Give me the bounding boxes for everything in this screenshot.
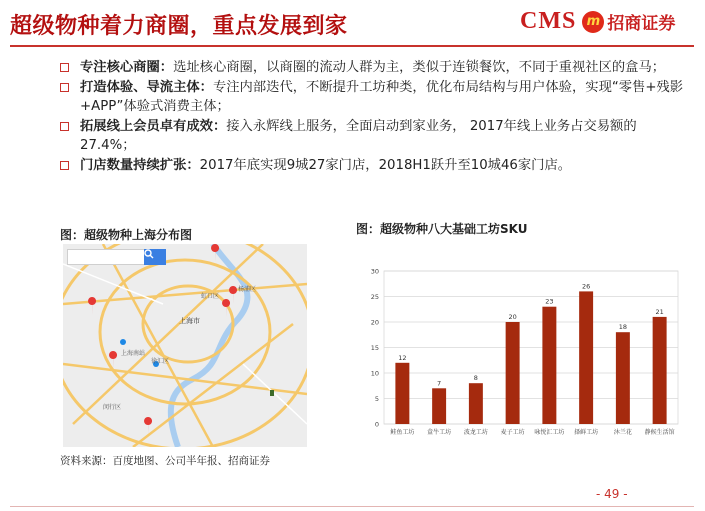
data-label: 21 <box>655 307 664 316</box>
logo-chinese-text: 招商证券 <box>607 14 676 34</box>
y-tick-label: 5 <box>374 395 379 403</box>
logo-latin-text: CMS <box>520 8 577 34</box>
map-caption: 图：超级物种上海分布图 <box>60 228 193 242</box>
road-line <box>63 264 163 304</box>
data-label: 18 <box>618 323 628 332</box>
x-tick-label: 择鲜工坊 <box>574 429 599 436</box>
bullet-item <box>60 117 692 156</box>
map-district-label: 上海南站 <box>121 350 146 357</box>
bar <box>395 363 409 424</box>
bullet-text: 专注内部迭代，不断提升工坊种类，优化布局结构与用户体验，实现“零售+残影+APP”体验式消费主体； <box>80 79 684 114</box>
bullet-item <box>60 78 692 117</box>
checkbox-bullet-icon <box>60 63 69 72</box>
data-label: 8 <box>473 374 478 383</box>
map-city-label: 上海市 <box>179 317 200 325</box>
checkbox-bullet-icon <box>60 161 69 170</box>
y-tick-label: 20 <box>370 318 379 327</box>
bullet-heading: 拓展线上会员卓有成效： <box>80 118 227 134</box>
bullet-text: 2017年底实现9城27家门店，2018H1跃升至10城46家门店。 <box>199 157 572 173</box>
x-tick-label: 沐兰花 <box>613 429 632 436</box>
bar <box>469 383 483 424</box>
x-tick-label: 麦子工坊 <box>500 429 525 436</box>
y-tick-label: 10 <box>370 369 379 378</box>
bullet-list <box>60 58 692 175</box>
checkbox-bullet-icon <box>60 122 69 131</box>
bar <box>653 317 667 424</box>
data-label: 26 <box>581 282 591 291</box>
metro-station-icon <box>120 339 126 345</box>
x-tick-label: 鲑鱼工坊 <box>390 429 415 436</box>
bar <box>616 332 630 424</box>
map-district-label: 虹口区 <box>201 293 220 300</box>
search-icon <box>144 249 154 259</box>
footer-divider <box>10 506 694 507</box>
bullet-text: 选址核心商圈，以商圈的流动人群为主，类似于连锁餐饮，不同于重视社区的盒马； <box>173 60 666 75</box>
x-tick-label: 咏悦汇工坊 <box>534 429 565 436</box>
checkbox-bullet-icon <box>60 83 69 92</box>
road-line <box>103 244 213 447</box>
data-label: 20 <box>508 313 517 321</box>
source-note: 资料来源：百度地图、公司半年报、招商证券 <box>60 455 270 467</box>
x-tick-label: 波龙工坊 <box>463 429 488 436</box>
title-divider <box>10 45 694 47</box>
bullet-heading: 专注核心商圈： <box>80 60 174 75</box>
logo-badge-icon: m <box>582 11 604 33</box>
bullet-heading: 打造体验、导流主体： <box>80 79 213 95</box>
y-tick-label: 0 <box>374 420 379 429</box>
bullet-item <box>60 156 692 176</box>
data-label: 12 <box>398 353 407 362</box>
chart-caption: 图：超级物种八大基础工坊SKU <box>356 222 528 236</box>
map-search-button[interactable] <box>144 249 166 265</box>
page-number: - 49 - <box>596 487 628 501</box>
y-tick-label: 25 <box>370 293 379 301</box>
map-district-label: 闵行区 <box>103 404 122 411</box>
bullet-text: 接入永辉线上服务，全面启动到家业务， 2017年线上业务占交易额的27.4%； <box>80 118 637 153</box>
store-distribution-map[interactable] <box>63 244 307 447</box>
bar <box>579 291 593 424</box>
y-tick-label: 30 <box>370 267 379 276</box>
map-search-input[interactable] <box>67 249 146 265</box>
map-district-label: 徐汇区 <box>151 358 170 365</box>
data-label: 23 <box>545 297 554 306</box>
store-pin-icon[interactable] <box>229 286 237 304</box>
data-label: 7 <box>437 379 442 388</box>
bar <box>506 322 520 424</box>
map-district-label: 杨浦区 <box>238 286 257 293</box>
bar <box>432 388 446 424</box>
y-tick-label: 15 <box>370 344 379 352</box>
map-canvas <box>63 244 307 447</box>
page-title: 超级物种着力商圈，重点发展到家 <box>10 14 348 39</box>
outer-ring-road <box>63 244 307 447</box>
sku-bar-chart <box>356 262 686 444</box>
x-tick-label: 盒牛工坊 <box>427 429 452 436</box>
store-pin-icon[interactable] <box>88 297 96 315</box>
company-logo <box>520 8 675 35</box>
bar <box>542 307 556 424</box>
x-tick-label: 静候生活馆 <box>644 429 675 436</box>
green-marker-icon <box>270 390 274 396</box>
bullet-heading: 门店数量持续扩张： <box>80 157 200 173</box>
bullet-item <box>60 58 692 78</box>
